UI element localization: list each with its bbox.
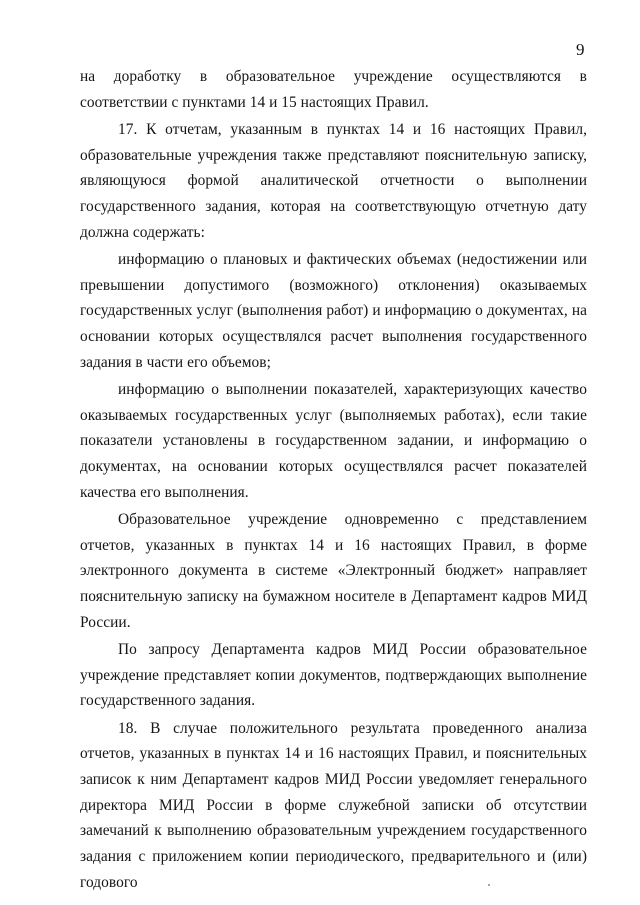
paragraph-electronic-budget: Образовательное учреждение одновременно с представлением отчетов, указанных в пунктах 14 и 16 настоящих Правил, в форме электронного документа в системе «Электронный бюджет» направляет пояснительную записку на бумажном носителе в Департамент кадров МИД России. — [80, 510, 587, 631]
paragraph-item-17: 17. К отчетам, указанным в пунктах 14 и 16 настоящих Правил, образовательные учреждения также представляют пояснительную записку, являющуюся формой аналитической отчетности о выполнении государственного задания, которая на соответствующую отчетную дату должна содержать: — [80, 120, 587, 241]
paragraph-quality-info: информацию о выполнении показателей, характеризующих качество оказываемых государственных услуг (выполняемых работах), если такие показатели установлены в государственном задании, и информацию о документах, на основании которых осуществлялся расчет показателей качества его выполнения. — [80, 380, 587, 501]
document-body — [80, 64, 587, 896]
scan-speck — [488, 884, 490, 886]
paragraph-volume-info: информацию о плановых и фактических объемах (недостижении или превышении допустимого (возможного) отклонения) оказываемых государственных услуг (выполнения работ) и информацию о документах, на основании которых осуществлялся расчет выполнения государственного задания в части его объемов; — [80, 250, 587, 371]
paragraph-continuation: на доработку в образовательное учреждение осуществляются в соответствии с пунктами 14 и 15 настоящих Правил. — [80, 68, 587, 111]
page-number: 9 — [576, 40, 585, 59]
paragraph-item-18: 18. В случае положительного результата проведенного анализа отчетов, указанных в пунктах 14 и 16 настоящих Правил, и пояснительных записок к ним Департамент кадров МИД России уведомляет генерального директора МИД России в форме служебной записки об отсутствии замечаний к выполнению образовательным учреждением государственного задания с приложением копии периодического, предварительного и (или) годового — [80, 719, 587, 891]
paragraph-request-copies: По запросу Департамента кадров МИД России образовательное учреждение представляет копии документов, подтверждающих выполнение государственного задания. — [80, 640, 587, 710]
